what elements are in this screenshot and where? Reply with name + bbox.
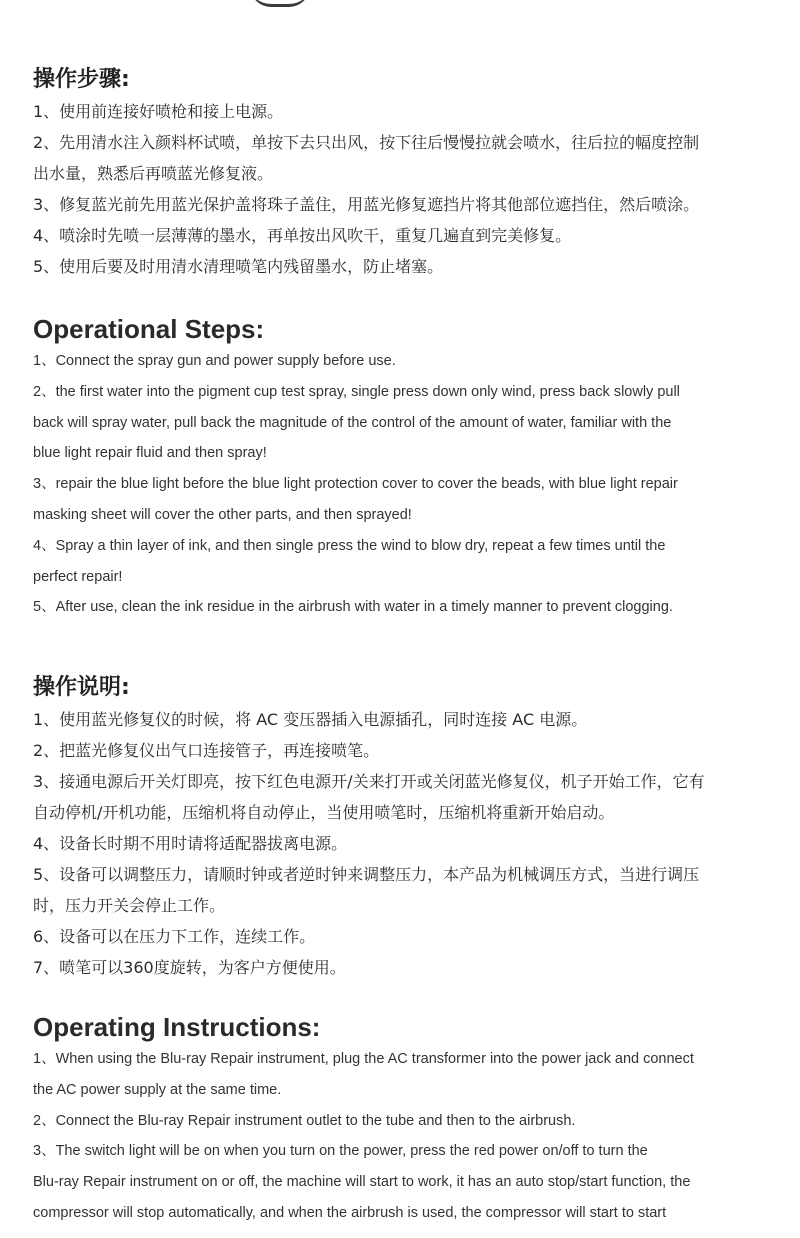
text-line: 自动停机/开机功能，压缩机将自动停止，当使用喷笔时，压缩机将重新开始启动。 (33, 803, 615, 822)
heading-en-operational-steps: Operational Steps: (33, 314, 265, 344)
text-line: 3、repair the blue light before the blue light protection cover to cover the beads, with blue light repair (33, 476, 678, 493)
text-line: 4、设备长时期不用时请将适配器拔离电源。 (33, 834, 348, 853)
heading-cn-operation-steps: 操作步骤: (33, 67, 130, 92)
heading-en-operating-instructions: Operating Instructions: (33, 1012, 321, 1042)
section-cn-operation-steps (33, 64, 773, 282)
text-line: 5、使用后要及时用清水清理喷笔内残留墨水，防止堵塞。 (33, 257, 444, 276)
section-cn-operation-instructions (33, 672, 773, 983)
text-line: 3、The switch light will be on when you turn on the power, press the red power on/off to turn the (33, 1143, 648, 1160)
text-line: 1、When using the Blu-ray Repair instrument, plug the AC transformer into the power jack and connect (33, 1051, 694, 1067)
en-instructions-list (33, 1044, 773, 1229)
text-line: masking sheet will cover the other parts, and then sprayed! (33, 506, 412, 523)
text-line: perfect repair! (33, 568, 123, 585)
text-line: 2、Connect the Blu-ray Repair instrument outlet to the tube and then to the airbrush. (33, 1112, 576, 1129)
text-line: 4、喷涂时先喷一层薄薄的墨水，再单按出风吹干，重复几遍直到完美修复。 (33, 226, 572, 245)
cn-instructions-list (33, 704, 773, 983)
text-line: 2、the first water into the pigment cup test spray, single press down only wind, press back slowly pull (33, 383, 680, 400)
text-line: 2、把蓝光修复仪出气口连接管子，再连接喷笔。 (33, 741, 380, 760)
text-line: 3、修复蓝光前先用蓝光保护盖将珠子盖住，用蓝光修复遮挡片将其他部位遮挡住，然后喷涂。 (33, 195, 700, 214)
section-en-operating-instructions (33, 1010, 773, 1229)
section-en-operational-steps (33, 312, 773, 623)
text-line: 5、设备可以调整压力，请顺时钟或者逆时钟来调整压力，本产品为机械调压方式，当进行调压 (33, 865, 700, 884)
text-line: 6、设备可以在压力下工作，连续工作。 (33, 927, 316, 946)
text-line: compressor will stop automatically, and when the airbrush is used, the compressor will start to start (33, 1204, 667, 1221)
text-line: 1、使用蓝光修复仪的时候，将 AC 变压器插入电源插孔，同时连接 AC 电源。 (33, 710, 588, 729)
text-line: 4、Spray a thin layer of ink, and then single press the wind to blow dry, repeat a few times until the (33, 537, 666, 554)
cn-steps-list (33, 96, 773, 282)
text-line: the AC power supply at the same time. (33, 1081, 282, 1098)
text-line: 1、Connect the spray gun and power supply before use. (33, 353, 396, 369)
text-line: 3、接通电源后开关灯即亮，按下红色电源开/关来打开或关闭蓝光修复仪，机子开始工作，它有 (33, 772, 705, 791)
text-line: back will spray water, pull back the magnitude of the control of the amount of water, familiar with the (33, 414, 672, 431)
text-line: 出水量，熟悉后再喷蓝光修复液。 (33, 164, 274, 183)
heading-cn-operation-instructions: 操作说明: (33, 675, 130, 700)
text-line: 7、喷笔可以360度旋转，为客户方便使用。 (33, 958, 346, 977)
text-line: blue light repair fluid and then spray! (33, 445, 267, 462)
en-steps-list (33, 346, 773, 623)
text-line: 1、使用前连接好喷枪和接上电源。 (33, 102, 284, 121)
text-line: 5、After use, clean the ink residue in the airbrush with water in a timely manner to prevent clogging. (33, 599, 673, 616)
text-line: Blu-ray Repair instrument on or off, the machine will start to work, it has an auto stop/start function, the (33, 1174, 691, 1191)
text-line: 时，压力开关会停止工作。 (33, 896, 226, 915)
text-line: 2、先用清水注入颜料杯试喷，单按下去只出风，按下往后慢慢拉就会喷水，往后拉的幅度控制 (33, 133, 700, 152)
top-decorative-arc (250, 0, 310, 7)
